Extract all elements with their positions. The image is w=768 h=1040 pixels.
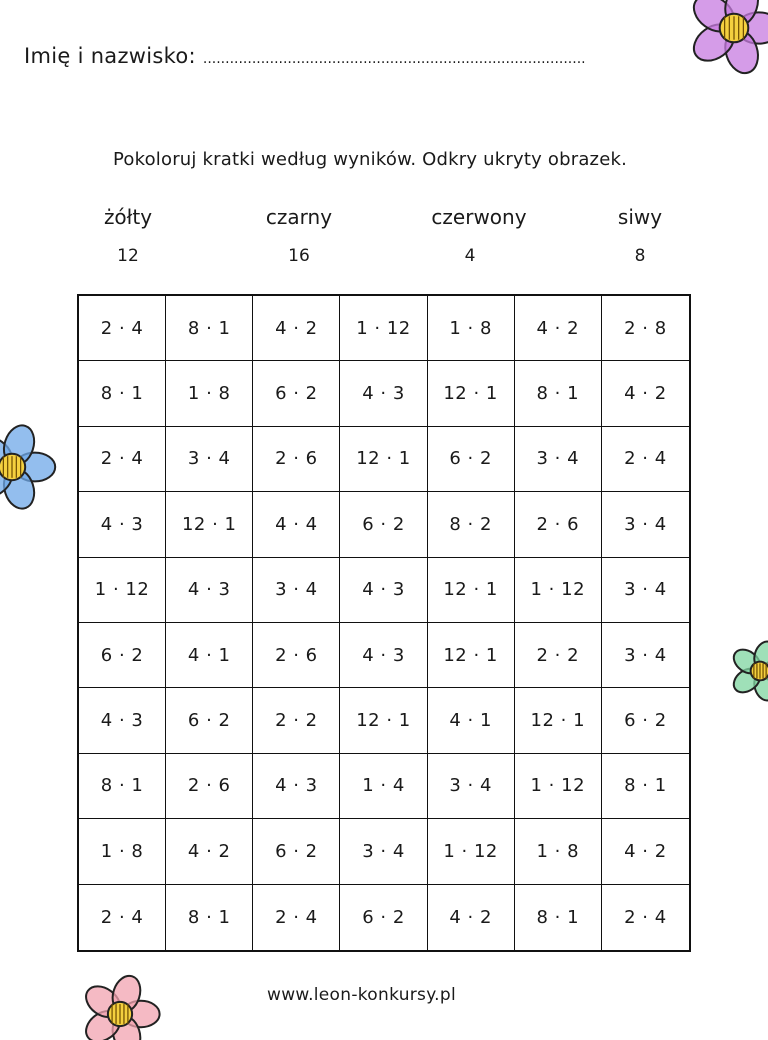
grid-cell[interactable]: 1 · 12 [428, 819, 515, 884]
grid-cell[interactable]: 1 · 4 [340, 754, 427, 819]
grid-cell[interactable]: 12 · 1 [428, 623, 515, 688]
flower-petals [729, 639, 768, 704]
grid-cell[interactable]: 2 · 8 [602, 296, 689, 361]
name-label: Imię i nazwisko: [24, 44, 196, 68]
grid-cell[interactable]: 12 · 1 [515, 688, 602, 753]
grid-cell[interactable]: 1 · 12 [515, 754, 602, 819]
grid-cell[interactable]: 1 · 8 [166, 361, 253, 426]
instruction-text: Pokoloruj kratki według wyników. Odkry ukryty obrazek. [112, 149, 628, 170]
grid-cell[interactable]: 4 · 2 [428, 885, 515, 950]
grid-cell[interactable]: 1 · 8 [515, 819, 602, 884]
grid-cell[interactable]: 12 · 1 [340, 688, 427, 753]
grid-cell[interactable]: 4 · 3 [340, 558, 427, 623]
grid-cell[interactable]: 1 · 12 [79, 558, 166, 623]
flower-center [751, 662, 768, 681]
grid-cell[interactable]: 2 · 6 [515, 492, 602, 557]
flower-icon [716, 625, 768, 715]
legend-number-red: 4 [464, 246, 476, 266]
grid-cell[interactable]: 4 · 2 [602, 361, 689, 426]
grid-cell[interactable]: 2 · 4 [79, 885, 166, 950]
grid-cell[interactable]: 8 · 1 [166, 296, 253, 361]
grid-cell[interactable]: 8 · 2 [428, 492, 515, 557]
flower-icon [668, 0, 768, 84]
grid-cell[interactable]: 1 · 8 [79, 819, 166, 884]
legend-color-red: czerwony [431, 205, 527, 229]
name-field[interactable] [24, 44, 586, 68]
flower-icon [0, 405, 72, 525]
grid-cell[interactable]: 4 · 3 [79, 492, 166, 557]
legend-number-yellow: 12 [117, 246, 139, 266]
grid-cell[interactable]: 6 · 2 [166, 688, 253, 753]
grid-cell[interactable]: 2 · 4 [253, 885, 340, 950]
grid-cell[interactable]: 4 · 3 [340, 623, 427, 688]
footer-url: www.leon-konkursy.pl [267, 985, 456, 1005]
grid-cell[interactable]: 2 · 2 [515, 623, 602, 688]
grid-cell[interactable]: 4 · 3 [340, 361, 427, 426]
grid-cell[interactable]: 3 · 4 [515, 427, 602, 492]
grid-cell[interactable]: 2 · 4 [624, 906, 667, 928]
grid-cell[interactable]: 2 · 6 [166, 754, 253, 819]
grid-cell[interactable]: 4 · 1 [166, 623, 253, 688]
grid-cell[interactable]: 3 · 4 [340, 819, 427, 884]
grid-cell[interactable]: 8 · 1 [79, 754, 166, 819]
legend-color-grey: siwy [617, 205, 663, 229]
grid-cell[interactable]: 4 · 2 [253, 296, 340, 361]
grid-cell[interactable]: 6 · 2 [253, 361, 340, 426]
grid-cell[interactable]: 3 · 4 [166, 427, 253, 492]
grid-cell[interactable]: 4 · 2 [515, 296, 602, 361]
grid-cell[interactable]: 6 · 2 [340, 492, 427, 557]
grid-cell[interactable]: 2 · 2 [253, 688, 340, 753]
grid-cell[interactable]: 3 · 4 [428, 754, 515, 819]
grid-cell[interactable]: 12 · 1 [166, 492, 253, 557]
grid-cell[interactable]: 2 · 6 [253, 427, 340, 492]
grid-cell[interactable]: 3 · 4 [253, 558, 340, 623]
grid-cell[interactable]: 2 · 4 [602, 427, 689, 492]
grid-cell[interactable]: 4 · 4 [253, 492, 340, 557]
flower-icon [64, 960, 174, 1040]
legend-color-yellow: żółty [103, 205, 153, 229]
grid-cell[interactable]: 8 · 1 [515, 885, 602, 950]
grid-cell[interactable]: 4 · 1 [428, 688, 515, 753]
flower-petals [0, 421, 55, 512]
flower-petals [687, 0, 768, 77]
grid-cell[interactable]: 2 · 4 [79, 296, 166, 361]
grid-cell[interactable]: 8 · 1 [79, 361, 166, 426]
grid-cell[interactable]: 3 · 4 [602, 492, 689, 557]
legend-number-grey: 8 [634, 246, 646, 266]
grid-cell[interactable]: 4 · 3 [253, 754, 340, 819]
grid-cell[interactable]: 6 · 2 [253, 819, 340, 884]
flower-petals [80, 972, 159, 1040]
grid-cell[interactable]: 6 · 2 [340, 885, 427, 950]
grid-cell[interactable]: 8 · 1 [166, 885, 253, 950]
legend-color-black: czarny [265, 205, 333, 229]
grid-cell[interactable]: 2 · 4 [79, 427, 166, 492]
grid-cell[interactable]: 3 · 4 [602, 558, 689, 623]
grid-cell[interactable]: 12 · 1 [340, 427, 427, 492]
grid-cell[interactable]: 1 · 12 [340, 296, 427, 361]
grid-cell[interactable]: 6 · 2 [602, 688, 689, 753]
grid-cell[interactable]: 1 · 8 [428, 296, 515, 361]
grid-cell[interactable]: 4 · 2 [602, 819, 689, 884]
grid-cell[interactable]: 4 · 2 [166, 819, 253, 884]
name-dotted-line: ...................................................................................... [202, 51, 586, 67]
grid-cell[interactable]: 4 · 3 [166, 558, 253, 623]
grid-cell[interactable]: 8 · 1 [602, 754, 689, 819]
grid-cell[interactable]: 8 · 1 [515, 361, 602, 426]
grid-cell[interactable]: 2 · 6 [253, 623, 340, 688]
coloring-grid [77, 294, 691, 952]
grid-cell[interactable]: 4 · 3 [79, 688, 166, 753]
grid-cell[interactable]: 12 · 1 [428, 558, 515, 623]
legend-number-black: 16 [288, 246, 310, 266]
grid-cell[interactable]: 1 · 12 [515, 558, 602, 623]
grid-cell[interactable]: 3 · 4 [602, 623, 689, 688]
grid-cell[interactable]: 12 · 1 [428, 361, 515, 426]
grid-cell[interactable]: 6 · 2 [79, 623, 166, 688]
grid-cell[interactable]: 6 · 2 [428, 427, 515, 492]
